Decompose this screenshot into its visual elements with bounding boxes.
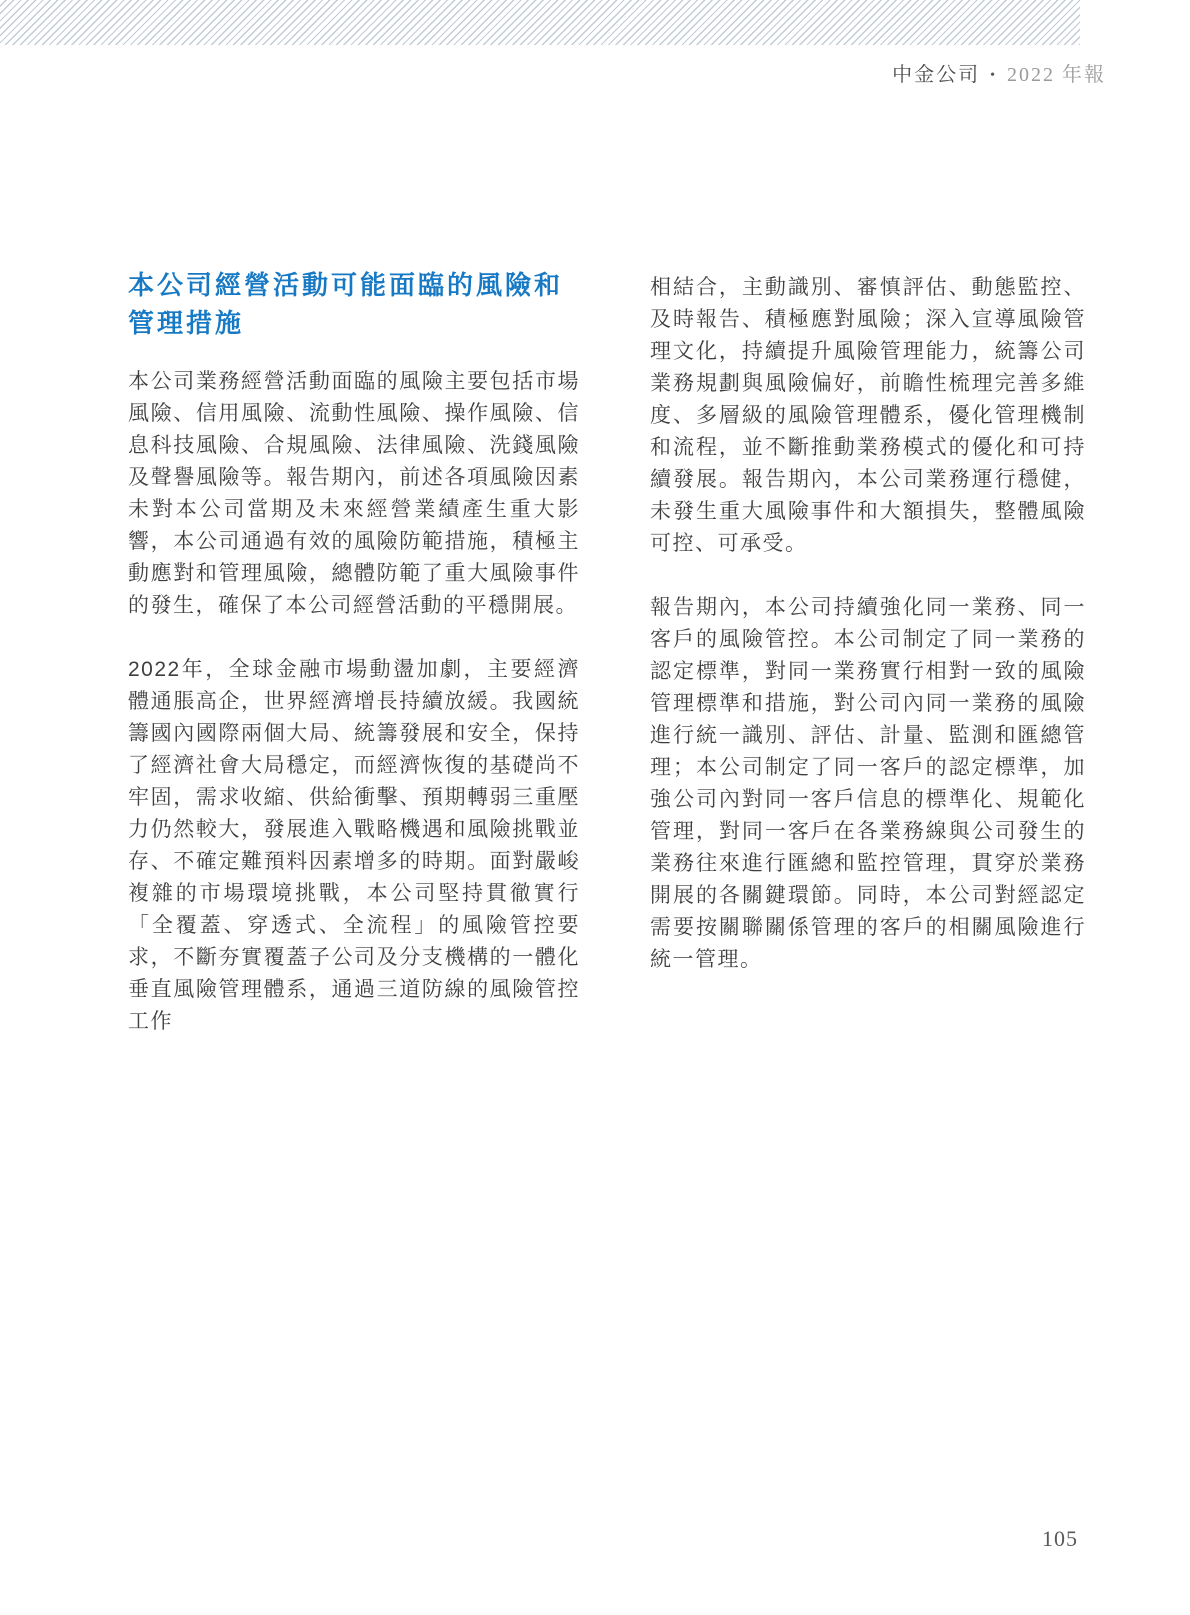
running-header [892,58,1106,87]
left-paragraph-risk-overview: 本公司業務經營活動面臨的風險主要包括市場風險、信用風險、流動性風險、操作風險、信息科技風險、合規風險、法律風險、洗錢風險及聲譽風險等。報告期內，前述各項風險因素未對本公司當期及未來經營業績產生重大影響，本公司通過有效的風險防範措施，積極主動應對和管理風險，總體防範了重大風險事件的發生，確保了本公司經營活動的平穩開展。 [128,370,580,617]
page-number: 105 [1042,1526,1078,1551]
decorative-stripe-band [0,0,1080,45]
right-paragraph-risk-management: 相結合，主動識別、審慎評估、動態監控、及時報告、積極應對風險；深入宣導風險管理文化，持續提升風險管理能力，統籌公司業務規劃與風險偏好，前瞻性梳理完善多維度、多層級的風險管理體系，優化管理機制和流程，並不斷推動業務模式的優化和可持續發展。報告期內，本公司業務運行穩健，未發生重大風險事件和大額損失，整體風險可控、可承受。 [650,276,1086,555]
header-separator-dot: • [990,68,997,83]
right-column [650,272,1086,976]
left-column [128,266,580,1038]
section-heading: 本公司經營活動可能面臨的風險和管理措施 [128,270,564,338]
header-company-name: 中金公司 [892,64,981,86]
right-paragraph-unified-management: 報告期內，本公司持續強化同一業務、同一客戶的風險管控。本公司制定了同一業務的認定標準，對同一業務實行相對一致的風險管理標準和措施，對公司內同一業務的風險進行統一識別、評估、計量、監測和匯總管理；本公司制定了同一客戶的認定標準，加強公司內對同一客戶信息的標準化、規範化管理，對同一客戶在各業務線與公司發生的業務往來進行匯總和監控管理，貫穿於業務開展的各關鍵環節。同時，本公司對經認定需要按關聯關係管理的客戶的相關風險進行統一管理。 [650,596,1086,971]
header-report-edition: 2022 年報 [1007,64,1106,86]
left-paragraph-2022-environment: 2022年，全球金融市場動盪加劇，主要經濟體通脹高企，世界經濟增長持續放緩。我國統籌國內國際兩個大局、統籌發展和安全，保持了經濟社會大局穩定，而經濟恢復的基礎尚不牢固，需求收縮、供給衝擊、預期轉弱三重壓力仍然較大，發展進入戰略機遇和風險挑戰並存、不確定難預料因素增多的時期。面對嚴峻複雜的市場環境挑戰，本公司堅持貫徹實行「全覆蓋、穿透式、全流程」的風險管控要求，不斷夯實覆蓋子公司及分支機構的一體化垂直風險管理體系，通過三道防線的風險管控工作 [128,658,580,1033]
